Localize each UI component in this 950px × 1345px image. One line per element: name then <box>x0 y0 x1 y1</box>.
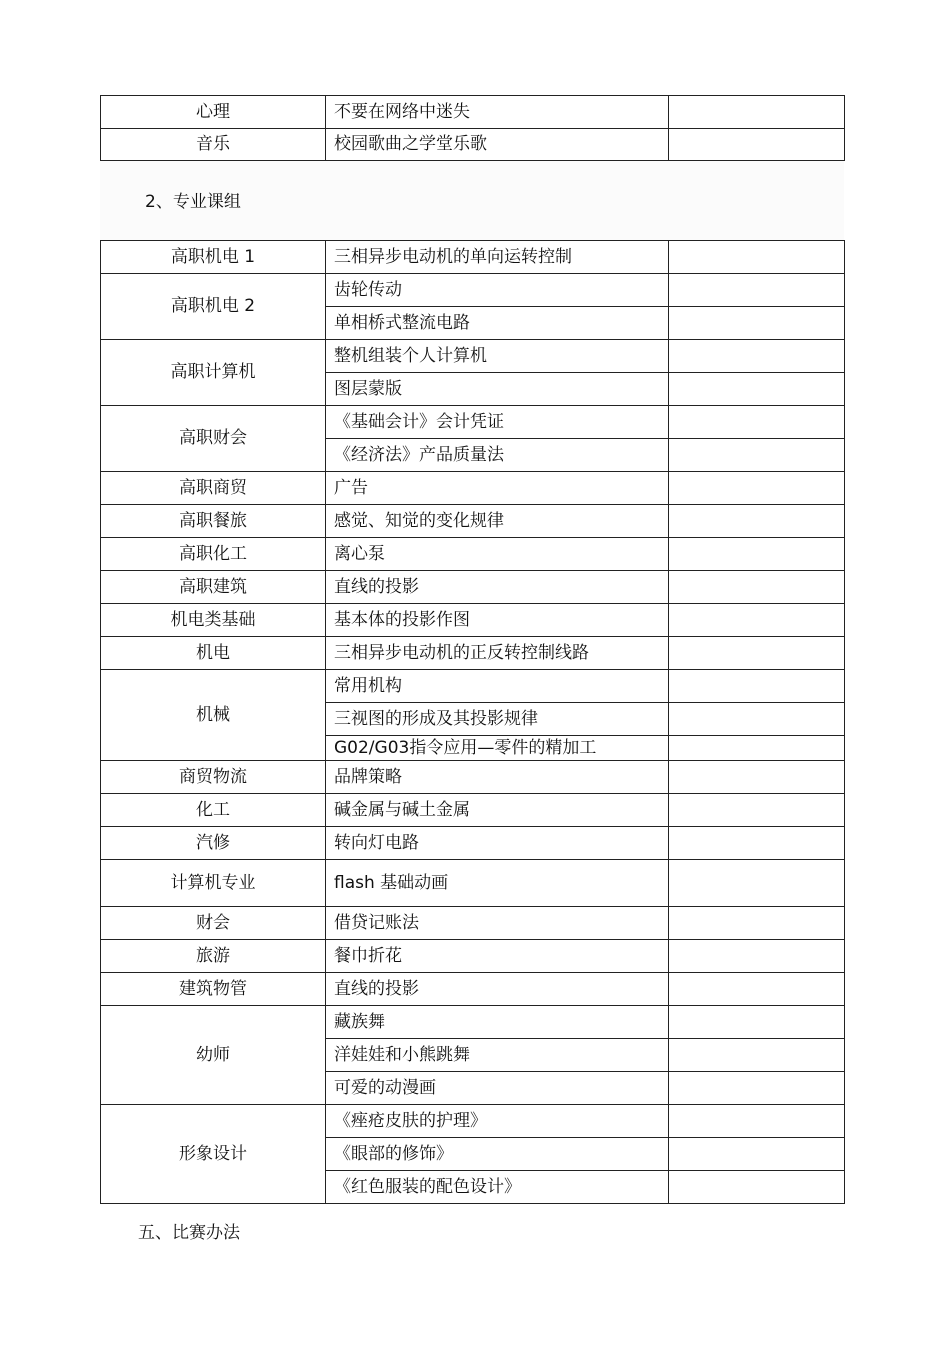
table-row <box>101 571 845 604</box>
topic-cell: G02/G03指令应用—零件的精加工 <box>326 736 669 761</box>
table-row <box>101 907 845 940</box>
topic-cell: 直线的投影 <box>326 973 669 1006</box>
blank-cell <box>669 670 845 703</box>
blank-cell <box>669 761 845 794</box>
table-row <box>101 940 845 973</box>
topic-cell: 《基础会计》会计凭证 <box>326 406 669 439</box>
topic-cell: 感觉、知觉的变化规律 <box>326 505 669 538</box>
table-row <box>101 973 845 1006</box>
subject-cell: 汽修 <box>101 827 326 860</box>
general-courses-table <box>100 95 845 161</box>
blank-cell <box>669 1138 845 1171</box>
subject-cell: 心理 <box>101 96 326 129</box>
blank-cell <box>669 538 845 571</box>
blank-cell <box>669 637 845 670</box>
blank-cell <box>669 241 845 274</box>
topic-cell: 品牌策略 <box>326 761 669 794</box>
blank-cell <box>669 571 845 604</box>
table-row <box>101 96 845 129</box>
blank-cell <box>669 1006 845 1039</box>
topic-cell: 整机组装个人计算机 <box>326 340 669 373</box>
topic-cell: 基本体的投影作图 <box>326 604 669 637</box>
table-row <box>101 670 845 703</box>
blank-cell <box>669 307 845 340</box>
subject-cell: 高职餐旅 <box>101 505 326 538</box>
blank-cell <box>669 703 845 736</box>
blank-cell <box>669 860 845 907</box>
topic-cell: 可爱的动漫画 <box>326 1072 669 1105</box>
subject-cell: 幼师 <box>101 1006 326 1105</box>
topic-cell: 三相异步电动机的正反转控制线路 <box>326 637 669 670</box>
table-row <box>101 761 845 794</box>
blank-cell <box>669 406 845 439</box>
footer-heading: 五、比赛办法 <box>138 1223 240 1243</box>
topic-cell: 借贷记账法 <box>326 907 669 940</box>
table-row <box>101 860 845 907</box>
blank-cell <box>669 274 845 307</box>
blank-cell <box>669 1105 845 1138</box>
table-row <box>101 637 845 670</box>
blank-cell <box>669 129 845 161</box>
subject-cell: 机电 <box>101 637 326 670</box>
table-row <box>101 340 845 373</box>
blank-cell <box>669 604 845 637</box>
topic-cell: 餐巾折花 <box>326 940 669 973</box>
topic-cell: 三视图的形成及其投影规律 <box>326 703 669 736</box>
topic-cell: 《眼部的修饰》 <box>326 1138 669 1171</box>
table-row <box>101 406 845 439</box>
blank-cell <box>669 940 845 973</box>
subject-cell: 机械 <box>101 670 326 761</box>
table-row <box>101 538 845 571</box>
topic-cell: 不要在网络中迷失 <box>326 96 669 129</box>
topic-cell: 离心泵 <box>326 538 669 571</box>
topic-cell: 藏族舞 <box>326 1006 669 1039</box>
table-row <box>101 274 845 307</box>
blank-cell <box>669 373 845 406</box>
blank-cell <box>669 96 845 129</box>
blank-cell <box>669 794 845 827</box>
topic-cell: 齿轮传动 <box>326 274 669 307</box>
topic-cell: flash 基础动画 <box>326 860 669 907</box>
section-heading: 2、专业课组 <box>145 192 241 212</box>
topic-cell: 《经济法》产品质量法 <box>326 439 669 472</box>
table-row <box>101 241 845 274</box>
topic-cell: 转向灯电路 <box>326 827 669 860</box>
table-row <box>101 1105 845 1138</box>
subject-cell: 商贸物流 <box>101 761 326 794</box>
table-row <box>101 827 845 860</box>
blank-cell <box>669 973 845 1006</box>
subject-cell: 建筑物管 <box>101 973 326 1006</box>
blank-cell <box>669 340 845 373</box>
subject-cell: 高职机电 2 <box>101 274 326 340</box>
table-row <box>101 505 845 538</box>
topic-cell: 三相异步电动机的单向运转控制 <box>326 241 669 274</box>
subject-cell: 高职化工 <box>101 538 326 571</box>
subject-cell: 旅游 <box>101 940 326 973</box>
subject-cell: 化工 <box>101 794 326 827</box>
topic-cell: 校园歌曲之学堂乐歌 <box>326 129 669 161</box>
topic-cell: 广告 <box>326 472 669 505</box>
table-row <box>101 472 845 505</box>
subject-cell: 计算机专业 <box>101 860 326 907</box>
table-row <box>101 604 845 637</box>
subject-cell: 高职机电 1 <box>101 241 326 274</box>
topic-cell: 碱金属与碱土金属 <box>326 794 669 827</box>
topic-cell: 《红色服装的配色设计》 <box>326 1171 669 1204</box>
subject-cell: 形象设计 <box>101 1105 326 1204</box>
subject-cell: 高职商贸 <box>101 472 326 505</box>
blank-cell <box>669 505 845 538</box>
blank-cell <box>669 1072 845 1105</box>
subject-cell: 音乐 <box>101 129 326 161</box>
blank-cell <box>669 1039 845 1072</box>
subject-cell: 机电类基础 <box>101 604 326 637</box>
topic-cell: 直线的投影 <box>326 571 669 604</box>
professional-courses-table <box>100 240 845 1204</box>
blank-cell <box>669 736 845 761</box>
topic-cell: 《痤疮皮肤的护理》 <box>326 1105 669 1138</box>
subject-cell: 高职建筑 <box>101 571 326 604</box>
subject-cell: 高职计算机 <box>101 340 326 406</box>
topic-cell: 单相桥式整流电路 <box>326 307 669 340</box>
topic-cell: 常用机构 <box>326 670 669 703</box>
topic-cell: 洋娃娃和小熊跳舞 <box>326 1039 669 1072</box>
subject-cell: 高职财会 <box>101 406 326 472</box>
blank-cell <box>669 439 845 472</box>
table-row <box>101 129 845 161</box>
blank-cell <box>669 907 845 940</box>
blank-cell <box>669 472 845 505</box>
table-row <box>101 1006 845 1039</box>
subject-cell: 财会 <box>101 907 326 940</box>
topic-cell: 图层蒙版 <box>326 373 669 406</box>
blank-cell <box>669 1171 845 1204</box>
table-row <box>101 794 845 827</box>
blank-cell <box>669 827 845 860</box>
